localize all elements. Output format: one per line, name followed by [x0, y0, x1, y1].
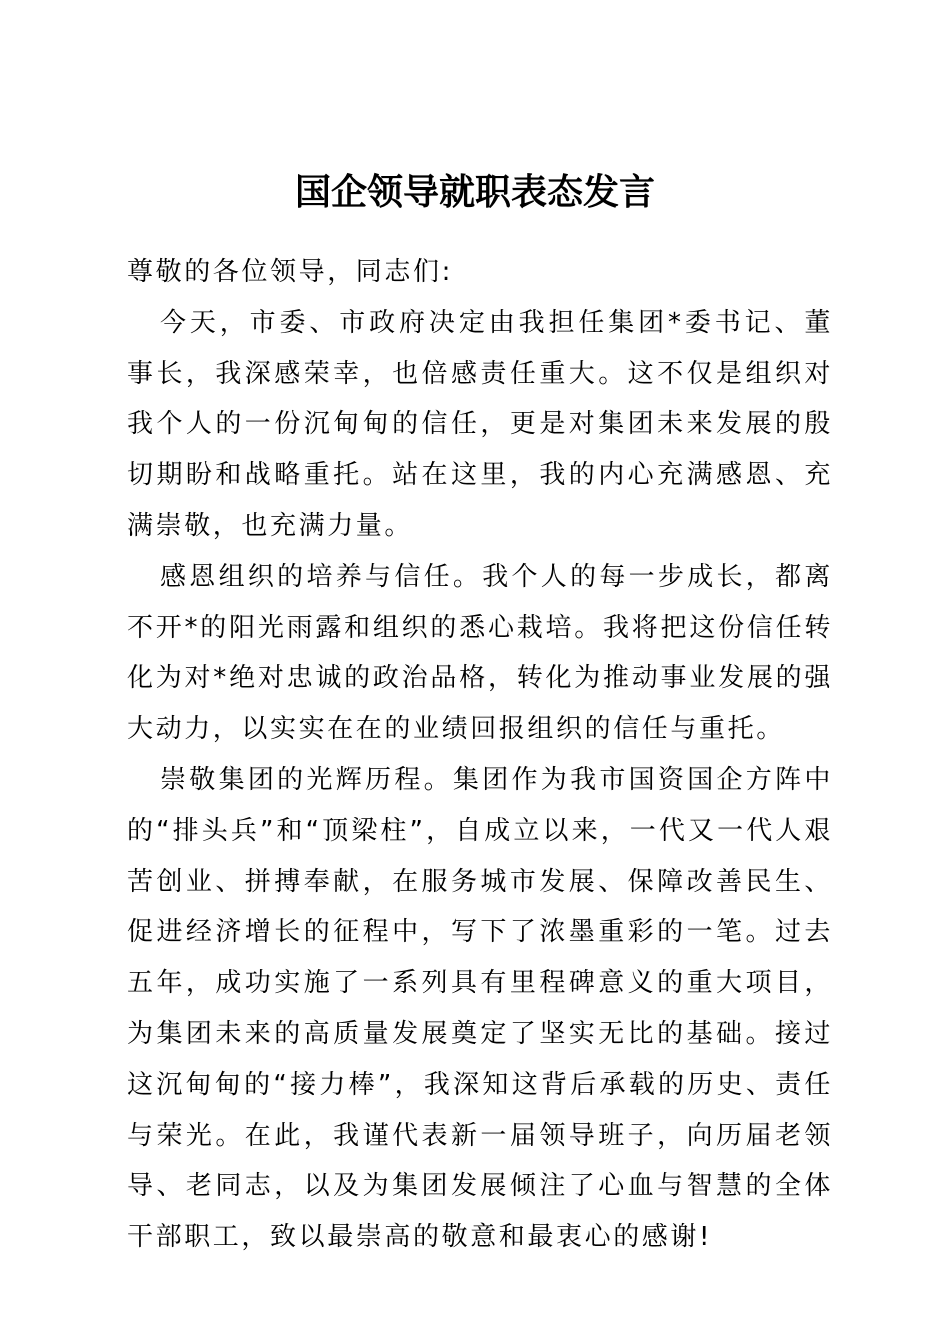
salutation: 尊敬的各位领导，同志们: [127, 257, 453, 287]
paragraph-1: 今天，市委、市政府决定由我担任集团*委书记、董事长，我深感荣幸，也倍感责任重大。这不仅是组织对我个人的一份沉甸甸的信任，更是对集团未来发展的殷切期盼和战略重托。站在这里，我的内心充满感恩、充满崇敬，也充满力量。 [127, 307, 833, 541]
paragraph-3: 崇敬集团的光辉历程。集团作为我市国资国企方阵中的“排头兵”和“顶梁柱”，自成立以来，一代又一代人艰苦创业、拼搏奉献，在服务城市发展、保障改善民生、促进经济增长的征程中，写下了浓墨重彩的一笔。过去五年，成功实施了一系列具有里程碑意义的重大项目，为集团未来的高质量发展奠定了坚实无比的基础。接过这沉甸甸的“接力棒”，我深知这背后承载的历史、责任与荣光。在此，我谨代表新一届领导班子，向历届老领导、老同志，以及为集团发展倾注了心血与智慧的全体干部职工，致以最崇高的敬意和最衷心的感谢! [127, 764, 833, 1253]
document-title: 国企领导就职表态发言 [294, 171, 655, 213]
paragraph-2: 感恩组织的培养与信任。我个人的每一步成长，都离不开*的阳光雨露和组织的悉心栽培。我将把这份信任转化为对*绝对忠诚的政治品格，转化为推动事业发展的强大动力，以实实在在的业绩回报组织的信任与重托。 [127, 561, 833, 745]
document-body [127, 247, 833, 1263]
